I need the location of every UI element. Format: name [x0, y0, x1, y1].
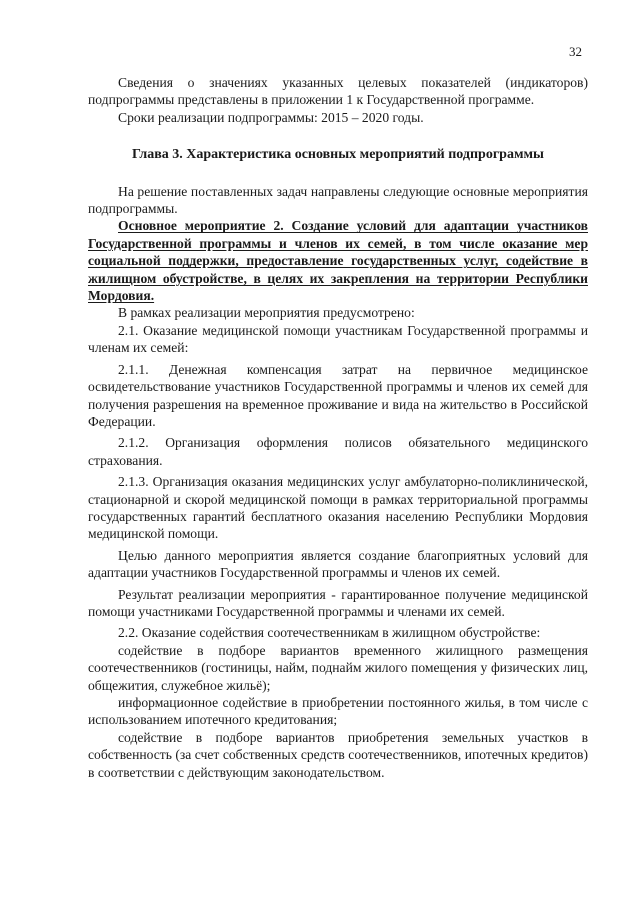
- paragraph-main-event: [88, 217, 588, 304]
- paragraph-goal: Целью данного мероприятия является создание благоприятных условий для адаптации участников Государственной программы и членов их семей.: [88, 547, 588, 581]
- paragraph-indicators-info: Сведения о значениях указанных целевых показателей (индикаторов) подпрограммы представлены в приложении 1 к Государственной программе.: [88, 75, 588, 108]
- document-body: [88, 74, 588, 781]
- paragraph-2-1-1: 2.1.1. Денежная компенсация затрат на первичное медицинское освидетельствование участников Государственной программы и членов их семей для получения разрешения на временное проживание и вида на жительство в Российской Федерации.: [88, 361, 588, 429]
- list-item-permanent-housing: информационное содействие в приобретении постоянного жилья, в том числе с использованием ипотечного кредитования;: [88, 695, 588, 728]
- chapter-title: Глава 3. Характеристика основных мероприятий подпрограммы: [132, 147, 544, 163]
- paragraph-intro-events: На решение поставленных задач направлены следующие основные мероприятия подпрограммы.: [88, 183, 588, 217]
- page-number: 32: [569, 44, 582, 59]
- paragraph-timeline: Сроки реализации подпрограммы: 2015 – 2020 годы.: [118, 109, 424, 125]
- paragraph-2-2: 2.2. Оказание содействия соотечественникам в жилищном обустройстве:: [118, 625, 541, 641]
- paragraph-2-1: 2.1. Оказание медицинской помощи участникам Государственной программы и членам их семей:: [88, 322, 588, 356]
- list-item-temporary-housing: содействие в подборе вариантов временного жилищного размещения соотечественников (гостиницы, найм, поднайм жилого помещения у физических лиц, общежития, служебное жильё);: [88, 642, 588, 693]
- paragraph-2-1-2: 2.1.2. Организация оформления полисов обязательного медицинского страхования.: [88, 435, 588, 468]
- list-item-land-plots: содействие в подборе вариантов приобретения земельных участков в собственность (за счет собственных средств соотечественников, ипотечных кредитов) в соответствии с действующим законодательством.: [88, 729, 588, 780]
- paragraph-result: Результат реализации мероприятия - гарантированное получение медицинской помощи участниками Государственной программы и членами их семей.: [88, 586, 588, 619]
- paragraph-provisions: В рамках реализации мероприятия предусмотрено:: [118, 305, 415, 321]
- paragraph-2-1-3: 2.1.3. Организация оказания медицинских услуг амбулаторно-поликлинической, стационарной и скорой медицинской помощи в рамках территориальной программы государственных гарантий бесплатного оказания населению Республики Мордовия медицинской помощи.: [88, 474, 588, 542]
- main-event-heading: Основное мероприятие 2. Создание условий для адаптации участников Государственной программы и членов их семей, в том числе оказание мер социальной поддержки, предоставление государственных услуг, содействие в жилищном обустройстве, в целях их закрепления на территории Республики Мордовия.: [88, 218, 588, 304]
